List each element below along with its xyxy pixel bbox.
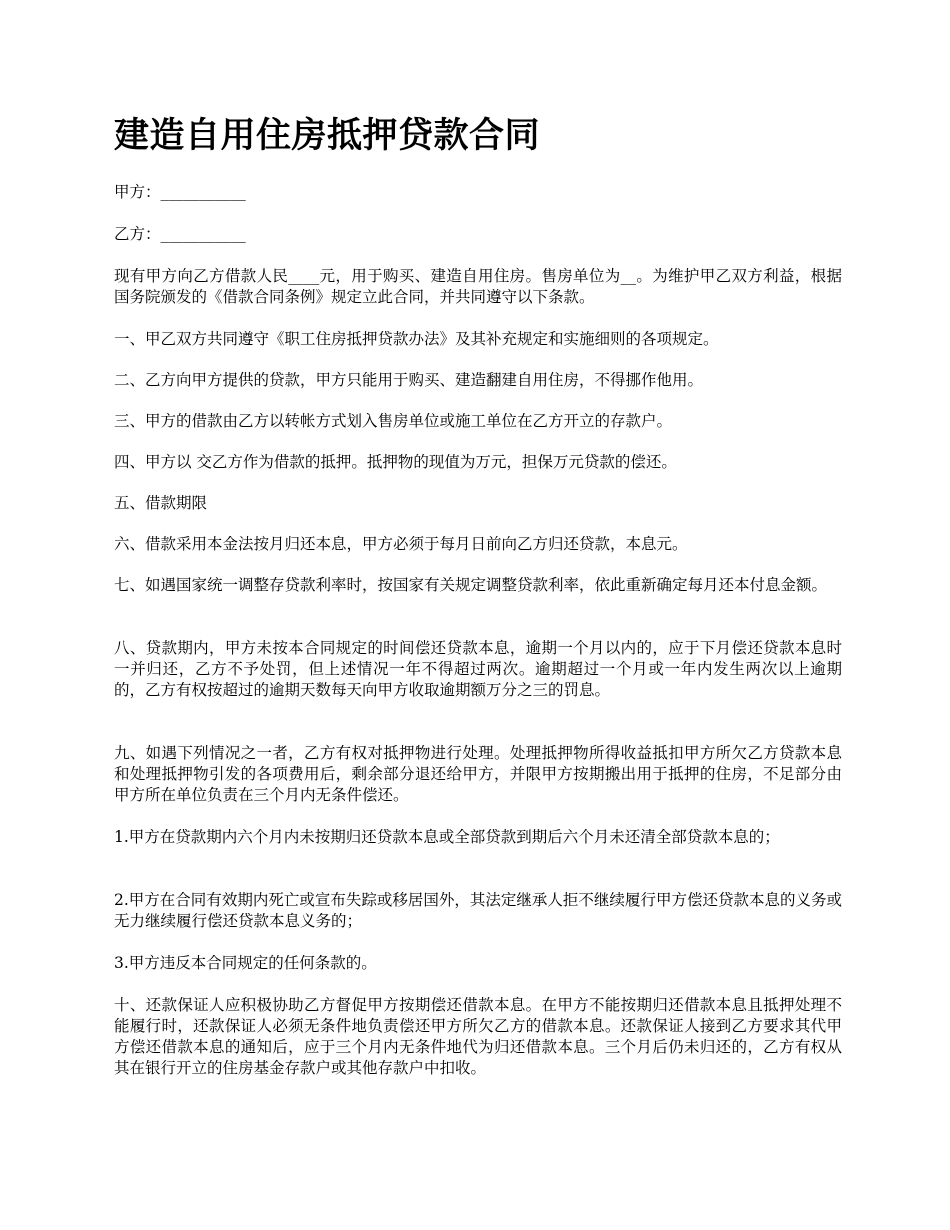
party-a-line: 甲方：___________ — [114, 183, 246, 201]
clause-3: 三、甲方的借款由乙方以转帐方式划入售房单位或施工单位在乙方开立的存款户。 — [114, 412, 673, 430]
clause-9-item-3: 3.甲方违反本合同规定的任何条款的。 — [114, 954, 377, 972]
clause-10: 十、还款保证人应积极协助乙方督促甲方按期偿还借款本息。在甲方不能按期归还借款本息且抵押处理不能履行时，还款保证人必须无条件地负责偿还甲方所欠乙方的借款本息。还款保证人接到乙方要求其代甲方偿还借款本息的通知后，应于三个月内无条件地代为归还借款本息。三个月后仍未归还的，乙方有权从其在银行开立的住房基金存款户或其他存款户中扣收。 — [114, 996, 842, 1077]
clause-9-item-1: 1.甲方在贷款期内六个月内未按期归还贷款本息或全部贷款到期后六个月未还清全部贷款本息的； — [114, 828, 780, 846]
clause-9-item-2: 2.甲方在合同有效期内死亡或宣布失踪或移居国外，其法定继承人拒不继续履行甲方偿还贷款本息的义务或无力继续履行偿还贷款本息义务的； — [114, 891, 842, 930]
clause-2: 二、乙方向甲方提供的贷款，甲方只能用于购买、建造翻建自用住房，不得挪作他用。 — [114, 371, 704, 389]
clause-4: 四、甲方以 交乙方作为借款的抵押。抵押物的现值为万元，担保万元贷款的偿还。 — [114, 453, 677, 471]
clause-8: 八、贷款期内，甲方未按本合同规定的时间偿还贷款本息，逾期一个月以内的，应于下月偿还贷款本息时一并归还，乙方不予处罚，但上述情况一年不得超过两次。逾期超过一个月或一年内发生两次以上逾期的，乙方有权按超过的逾期天数每天向甲方收取逾期额万分之三的罚息。 — [114, 639, 842, 699]
clause-7: 七、如遇国家统一调整存贷款利率时，按国家有关规定调整贷款利率，依此重新确定每月还本付息金额。 — [114, 576, 828, 594]
preamble-paragraph: 现有甲方向乙方借款人民____元，用于购买、建造自用住房。售房单位为__。为维护甲乙双方利益，根据国务院颁发的《借款合同条例》规定立此合同，并共同遵守以下条款。 — [114, 267, 842, 306]
clause-1: 一、甲乙双方共同遵守《职工住房抵押贷款办法》及其补充规定和实施细则的各项规定。 — [114, 330, 719, 348]
document-title: 建造自用住房抵押贷款合同 — [114, 116, 541, 156]
clause-5: 五、借款期限 — [114, 494, 208, 512]
party-b-line: 乙方：___________ — [114, 225, 246, 243]
clause-6: 六、借款采用本金法按月归还本息，甲方必须于每月日前向乙方归还贷款，本息元。 — [114, 535, 688, 553]
clause-9: 九、如遇下列情况之一者，乙方有权对抵押物进行处理。处理抵押物所得收益抵扣甲方所欠乙方贷款本息和处理抵押物引发的各项费用后，剩余部分退还给甲方，并限甲方按期搬出用于抵押的住房，不足部分由甲方所在单位负责在三个月内无条件偿还。 — [114, 744, 842, 804]
